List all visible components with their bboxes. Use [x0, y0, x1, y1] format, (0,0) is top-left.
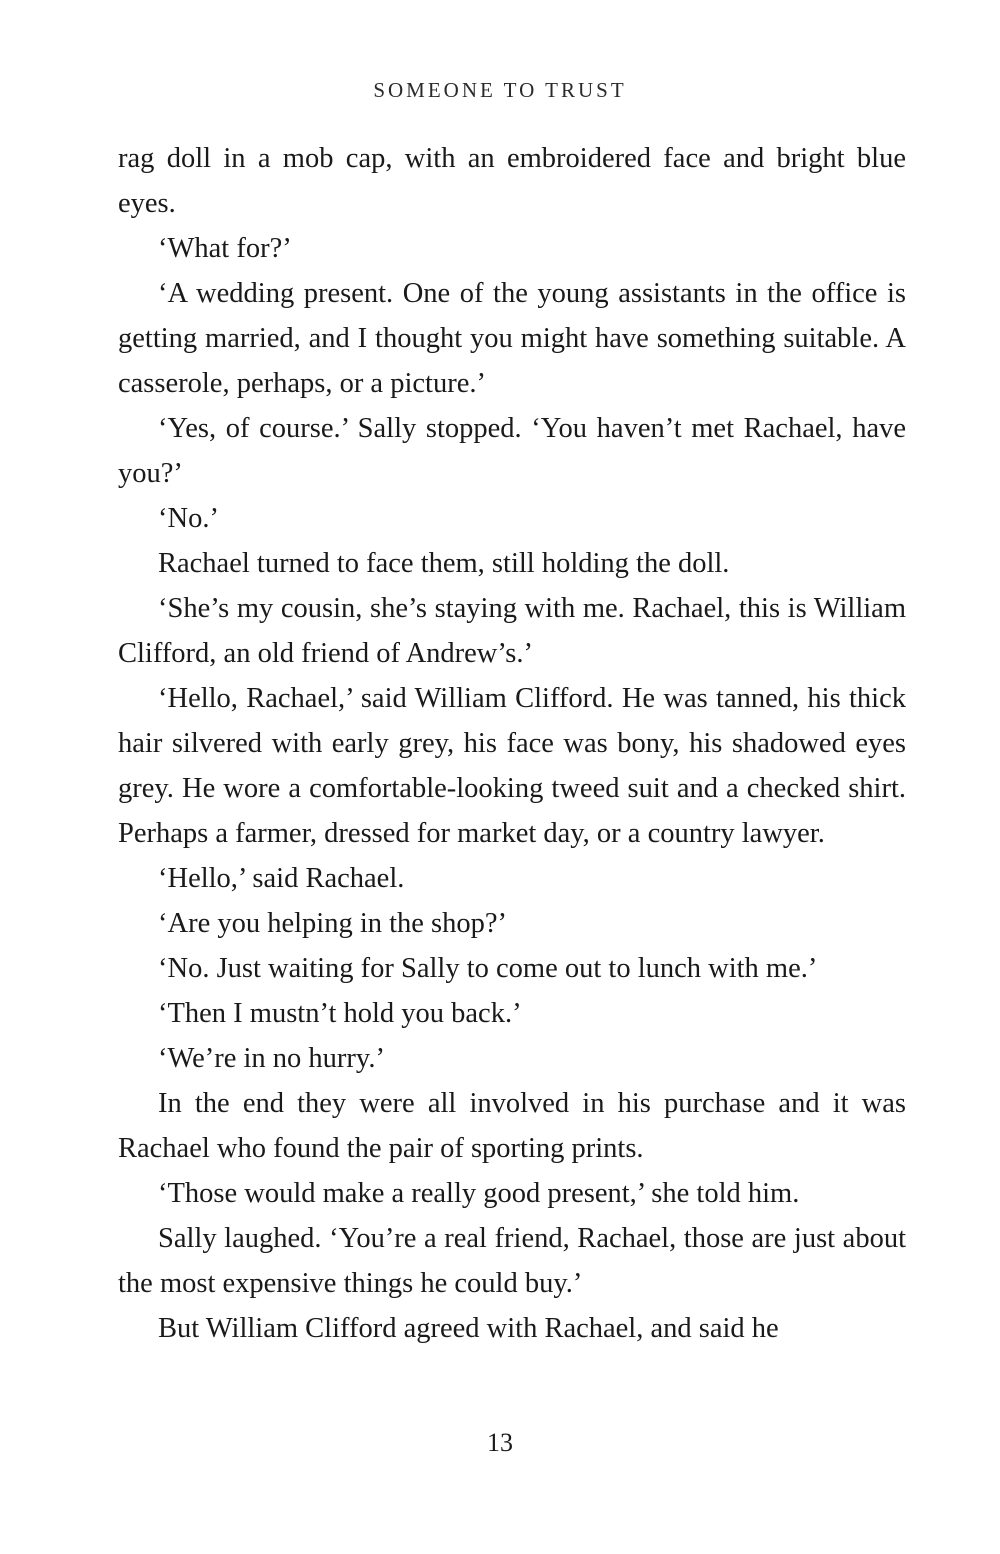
running-head: SOMEONE TO TRUST	[373, 78, 627, 102]
paragraph: ‘What for?’	[158, 233, 292, 264]
paragraph: But William Clifford agreed with Rachael, and said he	[158, 1313, 779, 1344]
paragraph: ‘Hello,’ said Rachael.	[158, 863, 405, 894]
paragraph: ‘Those would make a really good present,’ she told him.	[158, 1178, 800, 1209]
paragraph: ‘She’s my cousin, she’s staying with me. Rachael, this is William Clifford, an old friend of Andrew’s.’	[118, 593, 906, 669]
paragraph: Sally laughed. ‘You’re a real friend, Rachael, those are just about the most expensive things he could buy.’	[118, 1223, 906, 1299]
paragraph: ‘Yes, of course.’ Sally stopped. ‘You haven’t met Rachael, have you?’	[118, 413, 906, 489]
paragraph: ‘We’re in no hurry.’	[158, 1043, 385, 1074]
paragraph: ‘No.’	[158, 503, 219, 534]
paragraph: In the end they were all involved in his purchase and it was Rachael who found the pair of sporting prints.	[118, 1088, 906, 1164]
paragraph: Rachael turned to face them, still holding the doll.	[158, 548, 730, 579]
paragraph: ‘Are you helping in the shop?’	[158, 908, 508, 939]
paragraph: ‘Then I mustn’t hold you back.’	[158, 998, 522, 1029]
page-number: 13	[487, 1428, 513, 1457]
paragraph: ‘No. Just waiting for Sally to come out to lunch with me.’	[158, 953, 818, 984]
body-text	[118, 136, 906, 1351]
paragraph: ‘Hello, Rachael,’ said William Clifford. He was tanned, his thick hair silvered with early grey, his face was bony, his shadowed eyes grey. He wore a comfortable-looking tweed suit and a checked shirt. Perhaps a farmer, dressed for market day, or a country lawyer.	[118, 683, 906, 849]
paragraph: ‘A wedding present. One of the young assistants in the office is getting married, and I thought you might have something suitable. A casserole, perhaps, or a picture.’	[118, 278, 906, 399]
paragraph: rag doll in a mob cap, with an embroidered face and bright blue eyes.	[118, 143, 906, 219]
